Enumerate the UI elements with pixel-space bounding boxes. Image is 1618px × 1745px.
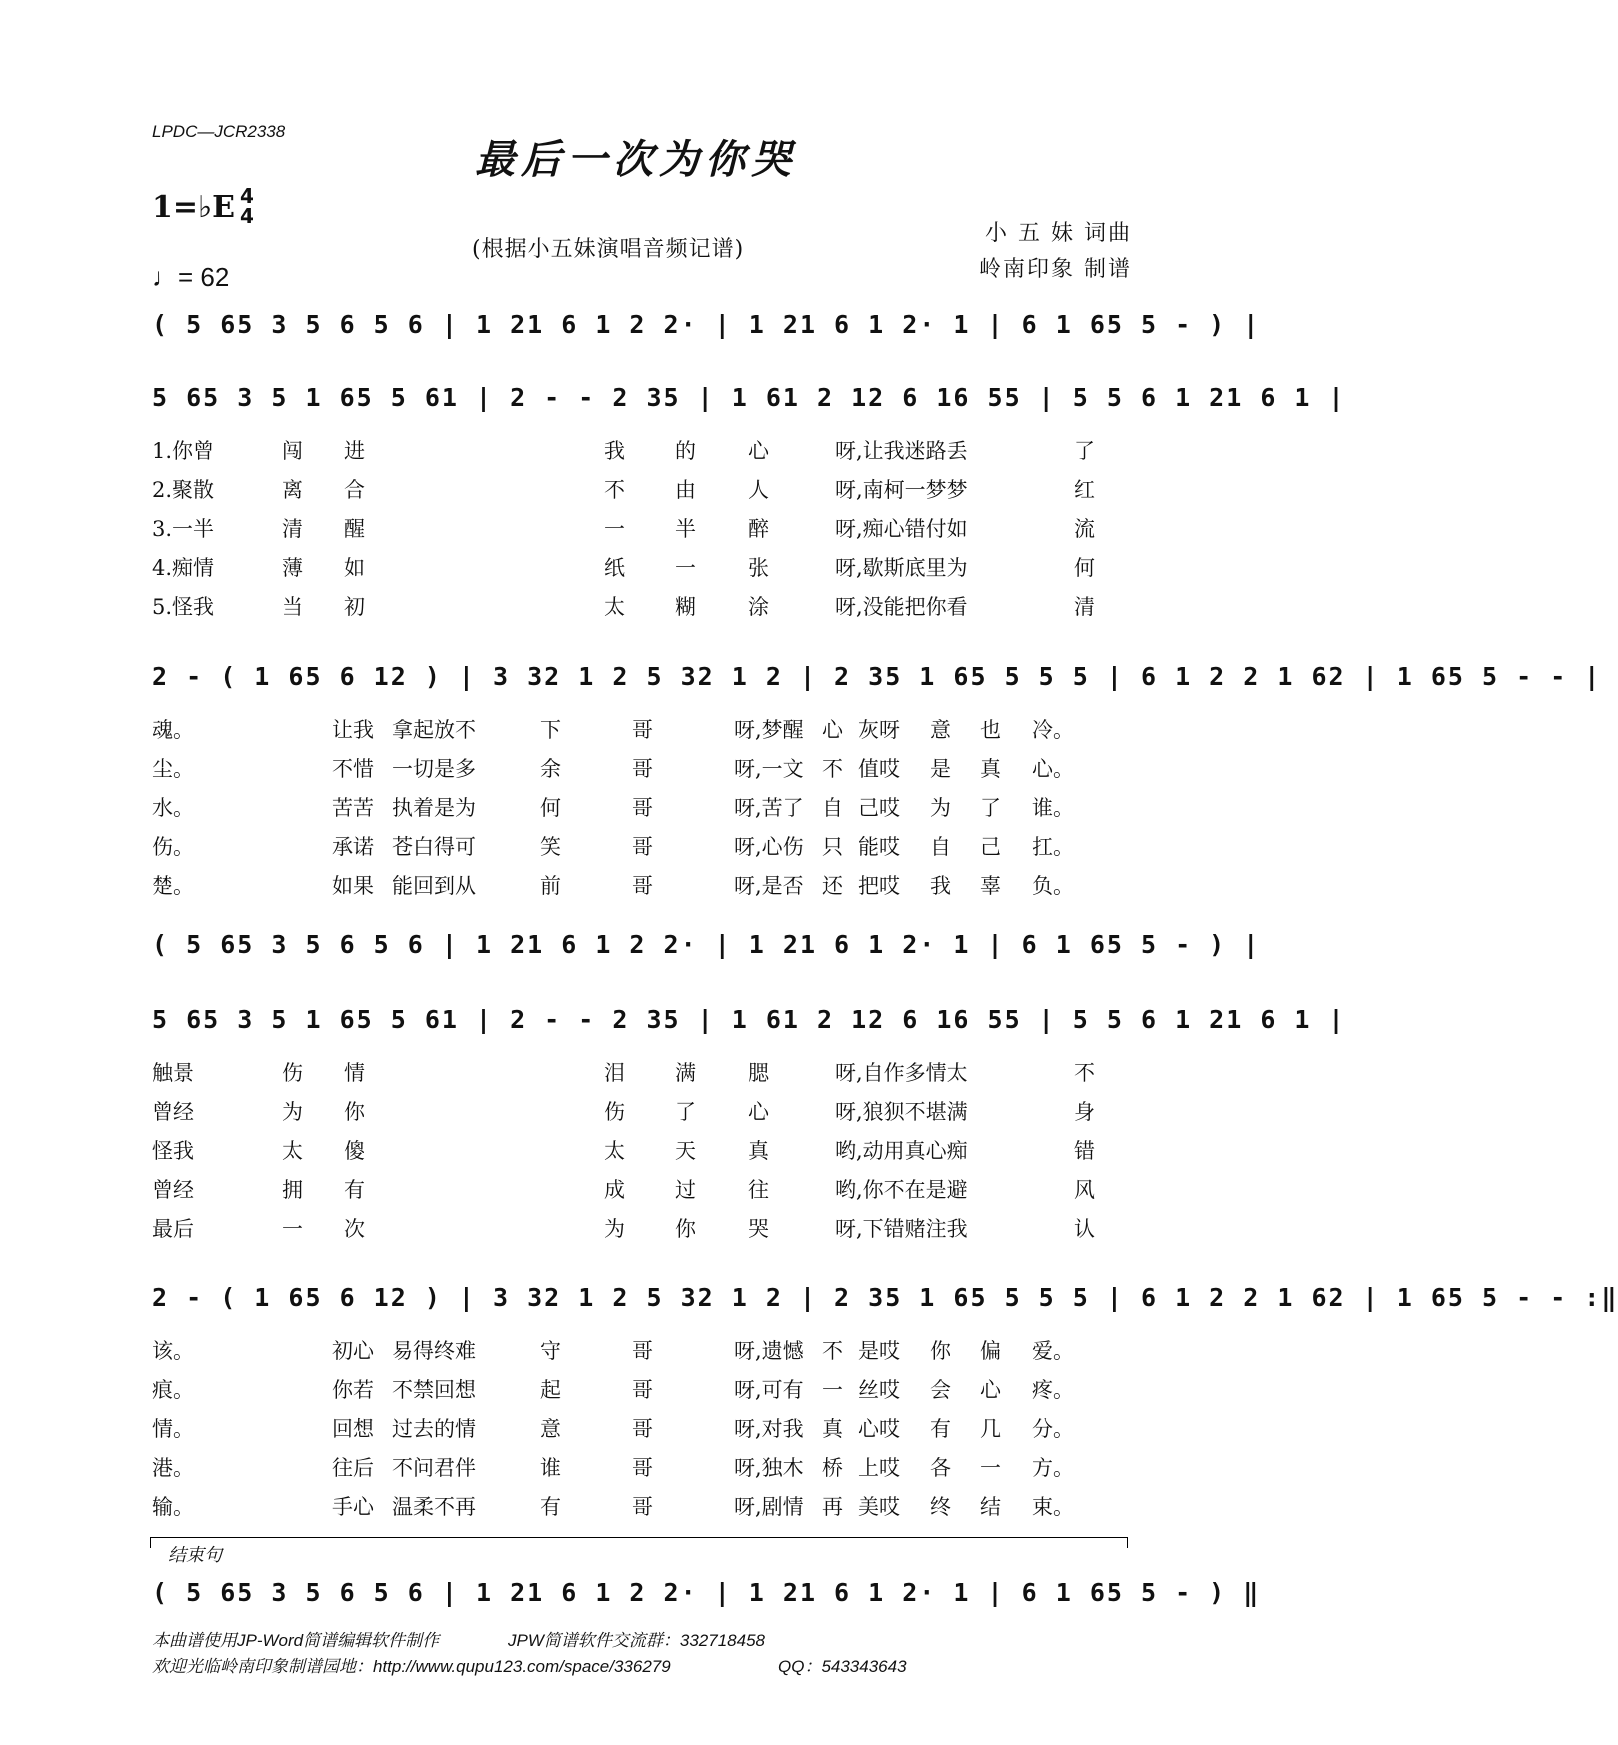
lyric-word: 意 <box>930 718 951 742</box>
lyric-word: 结 <box>980 1495 1001 1519</box>
lyric-word: 一 <box>822 1378 843 1402</box>
lyric-word: 呀,是否 <box>734 874 804 898</box>
lyric-word: 温柔不再 <box>392 1495 476 1519</box>
lyric-word: 苦苦 <box>332 796 374 820</box>
lyric-word: 呀,痴心错付如 <box>835 517 968 541</box>
lyric-word: 清 <box>1074 595 1095 619</box>
lyric-word: 只 <box>822 835 843 859</box>
lyric-word: 我 <box>604 439 625 463</box>
lyric-word: 成 <box>604 1178 625 1202</box>
lyric-word: 呀,可有 <box>734 1378 804 1402</box>
lyric-word: 呀,下错赌注我 <box>835 1217 968 1241</box>
lyric-word: 辜 <box>980 874 1001 898</box>
lyric-word: 清 <box>282 517 303 541</box>
lyric-word: 离 <box>282 478 303 502</box>
lyric-word: 上哎 <box>858 1456 900 1480</box>
lyric-word: 半 <box>675 517 696 541</box>
time-bottom: 4 <box>240 204 254 228</box>
lyrics-chorus-1 <box>152 714 1132 899</box>
notation-chorus-a1: 2 - ( 1 65 6 12 ) | 3 32 1 2 5 32 1 2 | 2 35 1 65 5 5 5 | 6 1 2 2 1 62 | 1 65 5 - - | <box>152 662 1602 691</box>
score-code: LPDC—JCR2338 <box>152 122 286 141</box>
lyric-word: 苍白得可 <box>392 835 476 859</box>
lyric-word: 再 <box>822 1495 843 1519</box>
lyric-word: 呀,独木 <box>734 1456 804 1480</box>
lyric-word: 哟,你不在是避 <box>835 1178 968 1202</box>
lyric-word: 往 <box>748 1178 769 1202</box>
lyric-word: 还 <box>822 874 843 898</box>
lyric-word: 有 <box>344 1178 365 1202</box>
lyric-word: 呀,一文 <box>734 757 804 781</box>
lyric-word: 张 <box>748 556 769 580</box>
lyric-word: 不 <box>822 1339 843 1363</box>
lyric-word: 最后 <box>152 1217 194 1241</box>
lyric-word: 魂。 <box>152 718 194 742</box>
lyric-word: 余 <box>540 757 561 781</box>
footer-group: JPW简谱软件交流群：332718458 <box>508 1631 765 1650</box>
lyric-word: 风 <box>1074 1178 1095 1202</box>
lyric-word: 起 <box>540 1378 561 1402</box>
lyric-word: 4.痴情 <box>152 556 215 580</box>
lyric-word: 谁 <box>540 1456 561 1480</box>
lyric-word: 呀,狼狈不堪满 <box>835 1100 968 1124</box>
lyric-word: 不 <box>1074 1061 1095 1085</box>
lyric-word: 的 <box>675 439 696 463</box>
lyric-word: 心 <box>980 1378 1001 1402</box>
lyric-word: 把哎 <box>858 874 900 898</box>
lyric-word: 呀,剧情 <box>734 1495 804 1519</box>
lyric-word: 真 <box>980 757 1001 781</box>
lyric-word: 几 <box>980 1417 1001 1441</box>
lyric-word: 由 <box>675 478 696 502</box>
lyric-word: 初 <box>344 595 365 619</box>
lyric-word: 人 <box>748 478 769 502</box>
lyric-word: 是哎 <box>858 1339 900 1363</box>
lyric-word: 心 <box>822 718 843 742</box>
lyric-word: 了 <box>1074 439 1095 463</box>
lyric-word: 傻 <box>344 1139 365 1163</box>
lyric-word: 过 <box>675 1178 696 1202</box>
lyric-word: 哥 <box>632 835 653 859</box>
lyric-word: 让我 <box>332 718 374 742</box>
lyric-word: 楚。 <box>152 874 194 898</box>
lyric-word: 错 <box>1074 1139 1095 1163</box>
lyric-word: 自 <box>930 835 951 859</box>
lyric-word: 如 <box>344 556 365 580</box>
lyric-word: 真 <box>748 1139 769 1163</box>
lyric-word: 不 <box>822 757 843 781</box>
lyric-word: 涂 <box>748 595 769 619</box>
footer-website: 欢迎光临岭南印象制谱园地：http://www.qupu123.com/space/336279 <box>152 1657 671 1676</box>
lyric-word: 一切是多 <box>392 757 476 781</box>
lyric-word: 谁。 <box>1032 796 1074 820</box>
lyric-word: 爱。 <box>1032 1339 1074 1363</box>
footer-qq: QQ：543343643 <box>778 1657 907 1676</box>
lyric-word: 曾经 <box>152 1178 194 1202</box>
lyric-word: 前 <box>540 874 561 898</box>
lyric-word: 伤 <box>604 1100 625 1124</box>
lyric-word: 能回到从 <box>392 874 476 898</box>
lyric-word: 哥 <box>632 1378 653 1402</box>
lyric-word: 分。 <box>1032 1417 1074 1441</box>
lyric-word: 是 <box>930 757 951 781</box>
lyric-word: 痕。 <box>152 1378 194 1402</box>
lyric-word: 次 <box>344 1217 365 1241</box>
lyric-word: 有 <box>540 1495 561 1519</box>
lyric-word: 呀,自作多情太 <box>835 1061 968 1085</box>
lyric-word: 呀,南柯一梦梦 <box>835 478 968 502</box>
lyric-word: 束。 <box>1032 1495 1074 1519</box>
lyric-word: 糊 <box>675 595 696 619</box>
lyric-word: 怪我 <box>152 1139 194 1163</box>
lyric-word: 认 <box>1074 1217 1095 1241</box>
lyric-word: 疼。 <box>1032 1378 1074 1402</box>
lyric-word: 为 <box>930 796 951 820</box>
lyric-word: 2.聚散 <box>152 478 215 502</box>
lyric-word: 真 <box>822 1417 843 1441</box>
lyric-word: 一 <box>604 517 625 541</box>
notation-verse-a1: 5 65 3 5 1 65 5 61 | 2 - - 2 35 | 1 61 2 12 6 16 55 | 5 5 6 1 21 6 1 | <box>152 383 1346 412</box>
lyric-word: 笑 <box>540 835 561 859</box>
ending-bracket <box>150 1537 1128 1548</box>
lyric-word: 合 <box>344 478 365 502</box>
lyric-word: 也 <box>980 718 1001 742</box>
lyric-word: 我 <box>930 874 951 898</box>
lyric-word: 进 <box>344 439 365 463</box>
lyric-word: 呀,没能把你看 <box>835 595 968 619</box>
subtitle: (根据小五妹演唱音频记谱) <box>472 237 745 262</box>
lyric-word: 过去的情 <box>392 1417 476 1441</box>
lyricist-composer: 小 五 妹 词曲 <box>985 221 1132 246</box>
lyric-word: 你 <box>344 1100 365 1124</box>
lyric-word: 一 <box>675 556 696 580</box>
lyric-word: 有 <box>930 1417 951 1441</box>
lyric-word: 腮 <box>748 1061 769 1085</box>
lyric-word: 能哎 <box>858 835 900 859</box>
lyric-word: 触景 <box>152 1061 194 1085</box>
lyric-word: 你若 <box>332 1378 374 1402</box>
lyric-word: 自 <box>822 796 843 820</box>
lyric-word: 桥 <box>822 1456 843 1480</box>
lyric-word: 冷。 <box>1032 718 1074 742</box>
lyric-word: 负。 <box>1032 874 1074 898</box>
lyric-word: 不禁回想 <box>392 1378 476 1402</box>
transcriber: 岭南印象 制谱 <box>979 257 1132 282</box>
notation-ending: ( 5 65 3 5 6 5 6 | 1 21 6 1 2 2· | 1 21 6 1 2· 1 | 6 1 65 5 - ) ‖ <box>152 1578 1261 1607</box>
lyric-word: 呀,心伤 <box>734 835 804 859</box>
lyric-word: 丝哎 <box>858 1378 900 1402</box>
lyrics-verse-2 <box>152 1057 1132 1242</box>
lyric-word: 哥 <box>632 1495 653 1519</box>
footer-software: 本曲谱使用JP-Word简谱编辑软件制作 <box>152 1631 440 1650</box>
lyric-word: 曾经 <box>152 1100 194 1124</box>
lyrics-chorus-2 <box>152 1335 1132 1520</box>
lyric-word: 纸 <box>604 556 625 580</box>
lyric-word: 输。 <box>152 1495 194 1519</box>
lyric-word: 心 <box>748 439 769 463</box>
lyric-word: 回想 <box>332 1417 374 1441</box>
lyric-word: 易得终难 <box>392 1339 476 1363</box>
lyric-word: 如果 <box>332 874 374 898</box>
lyric-word: 伤 <box>282 1061 303 1085</box>
ending-label: 结束句 <box>168 1545 222 1565</box>
lyric-word: 一 <box>282 1217 303 1241</box>
lyric-word: 呀,遗憾 <box>734 1339 804 1363</box>
lyric-word: 红 <box>1074 478 1095 502</box>
lyric-word: 偏 <box>980 1339 1001 1363</box>
lyric-word: 为 <box>604 1217 625 1241</box>
notation-interlude: ( 5 65 3 5 6 5 6 | 1 21 6 1 2 2· | 1 21 6 1 2· 1 | 6 1 65 5 - ) | <box>152 930 1261 959</box>
lyric-word: 尘。 <box>152 757 194 781</box>
lyric-word: 手心 <box>332 1495 374 1519</box>
lyric-word: 何 <box>1074 556 1095 580</box>
lyric-word: 醒 <box>344 517 365 541</box>
lyric-word: 呀,对我 <box>734 1417 804 1441</box>
lyric-word: 该。 <box>152 1339 194 1363</box>
lyric-word: 哭 <box>748 1217 769 1241</box>
lyric-word: 5.怪我 <box>152 595 215 619</box>
lyric-word: 意 <box>540 1417 561 1441</box>
page-title: 最后一次为你哭 <box>475 136 797 183</box>
lyric-word: 心 <box>748 1100 769 1124</box>
lyric-word: 闯 <box>282 439 303 463</box>
lyric-word: 会 <box>930 1378 951 1402</box>
lyric-word: 美哎 <box>858 1495 900 1519</box>
lyric-word: 当 <box>282 595 303 619</box>
lyric-word: 一 <box>980 1456 1001 1480</box>
lyric-word: 心。 <box>1032 757 1074 781</box>
lyric-word: 哥 <box>632 796 653 820</box>
lyric-word: 守 <box>540 1339 561 1363</box>
tempo-mark: ♩= 62 <box>152 262 230 292</box>
lyric-word: 伤。 <box>152 835 194 859</box>
lyric-word: 薄 <box>282 556 303 580</box>
lyric-word: 终 <box>930 1495 951 1519</box>
lyric-word: 拿起放不 <box>392 718 476 742</box>
lyric-word: 太 <box>604 1139 625 1163</box>
lyric-word: 心哎 <box>858 1417 900 1441</box>
lyric-word: 己哎 <box>858 796 900 820</box>
lyric-word: 太 <box>282 1139 303 1163</box>
lyric-word: 泪 <box>604 1061 625 1085</box>
lyric-word: 拥 <box>282 1178 303 1202</box>
lyric-word: 太 <box>604 595 625 619</box>
lyric-word: 了 <box>675 1100 696 1124</box>
lyric-word: 哥 <box>632 718 653 742</box>
lyric-word: 1.你曾 <box>152 439 215 463</box>
key-signature: 1=♭E <box>152 190 236 225</box>
lyric-word: 了 <box>980 796 1001 820</box>
lyric-word: 初心 <box>332 1339 374 1363</box>
lyric-word: 值哎 <box>858 757 900 781</box>
notation-verse-a2: 5 65 3 5 1 65 5 61 | 2 - - 2 35 | 1 61 2 12 6 16 55 | 5 5 6 1 21 6 1 | <box>152 1005 1346 1034</box>
lyric-word: 哥 <box>632 1456 653 1480</box>
lyric-word: 不问君伴 <box>392 1456 476 1480</box>
lyric-word: 呀,苦了 <box>734 796 804 820</box>
lyric-word: 承诺 <box>332 835 374 859</box>
lyric-word: 水。 <box>152 796 194 820</box>
lyric-word: 扛。 <box>1032 835 1074 859</box>
lyric-word: 身 <box>1074 1100 1095 1124</box>
lyric-word: 灰呀 <box>858 718 900 742</box>
lyric-word: 为 <box>282 1100 303 1124</box>
lyric-word: 呀,梦醒 <box>734 718 804 742</box>
lyric-word: 满 <box>675 1061 696 1085</box>
lyric-word: 往后 <box>332 1456 374 1480</box>
lyric-word: 下 <box>540 718 561 742</box>
lyric-word: 不 <box>604 478 625 502</box>
lyric-word: 哥 <box>632 1339 653 1363</box>
lyric-word: 不惜 <box>332 757 374 781</box>
lyric-word: 哥 <box>632 874 653 898</box>
lyric-word: 醉 <box>748 517 769 541</box>
lyrics-verse-1 <box>152 435 1132 620</box>
lyric-word: 3.一半 <box>152 517 215 541</box>
notation-chorus-a2: 2 - ( 1 65 6 12 ) | 3 32 1 2 5 32 1 2 | 2 35 1 65 5 5 5 | 6 1 2 2 1 62 | 1 65 5 - - :‖ <box>152 1283 1618 1312</box>
lyric-word: 各 <box>930 1456 951 1480</box>
lyric-word: 天 <box>675 1139 696 1163</box>
lyric-word: 呀,歇斯底里为 <box>835 556 968 580</box>
lyric-word: 流 <box>1074 517 1095 541</box>
lyric-word: 呀,让我迷路丢 <box>835 439 968 463</box>
time-top: 4 <box>240 184 254 208</box>
lyric-word: 哥 <box>632 757 653 781</box>
lyric-word: 你 <box>675 1217 696 1241</box>
time-signature <box>240 186 254 226</box>
lyric-word: 何 <box>540 796 561 820</box>
lyric-word: 哟,动用真心痴 <box>835 1139 968 1163</box>
lyric-word: 方。 <box>1032 1456 1074 1480</box>
lyric-word: 你 <box>930 1339 951 1363</box>
lyric-word: 哥 <box>632 1417 653 1441</box>
notation-intro: ( 5 65 3 5 6 5 6 | 1 21 6 1 2 2· | 1 21 6 1 2· 1 | 6 1 65 5 - ) | <box>152 310 1261 339</box>
lyric-word: 港。 <box>152 1456 194 1480</box>
lyric-word: 己 <box>980 835 1001 859</box>
lyric-word: 情。 <box>152 1417 194 1441</box>
lyric-word: 执着是为 <box>392 796 476 820</box>
lyric-word: 情 <box>344 1061 365 1085</box>
